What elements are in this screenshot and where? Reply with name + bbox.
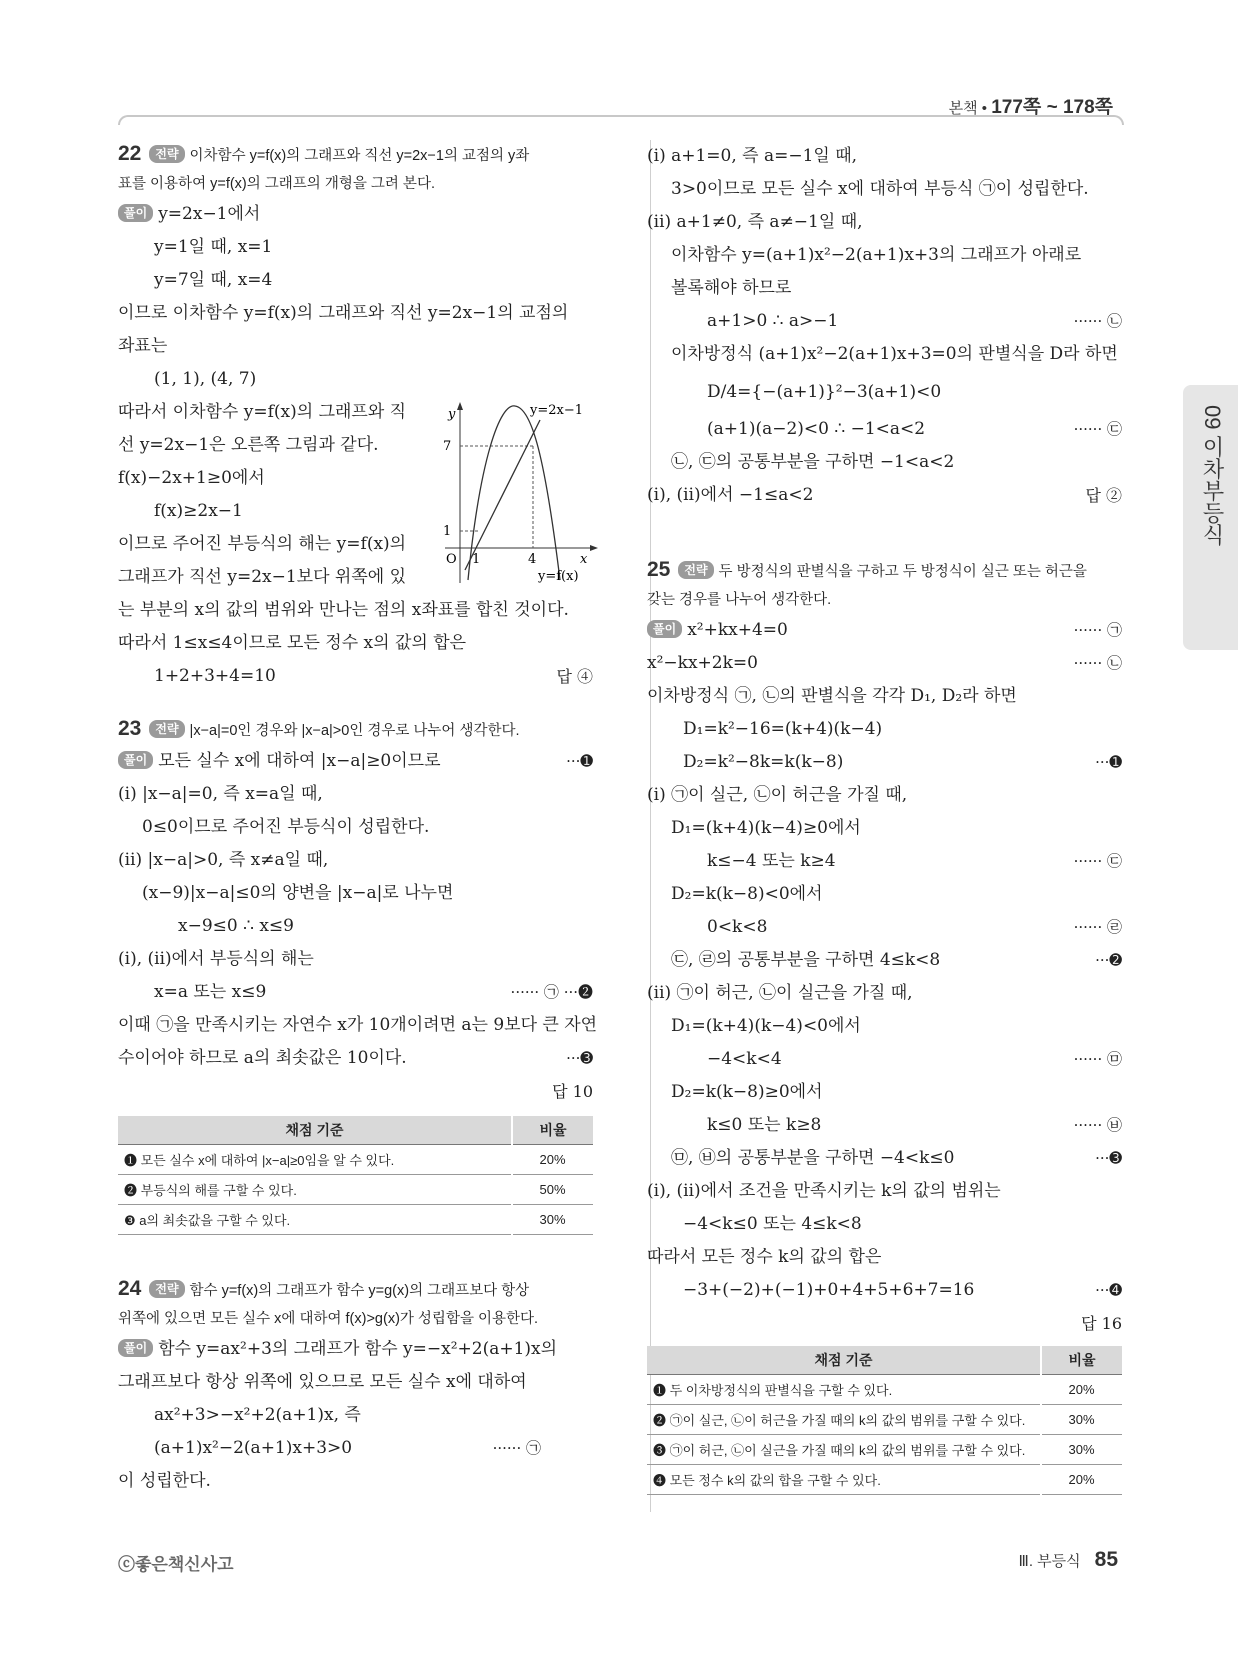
- solution-line: ㉢, ㉣의 공통부분을 구하면 4≤k<8: [671, 950, 941, 970]
- table-cell: 20%: [1041, 1465, 1122, 1495]
- table-header: 채점 기준: [647, 1346, 1041, 1375]
- solution-badge: 풀이: [647, 620, 682, 638]
- table-row: [118, 1145, 593, 1175]
- solution-line: D₁=(k+4)(k−4)≥0에서: [671, 818, 861, 838]
- eq-mark: ······ ㉣: [1073, 918, 1122, 936]
- table-cell: 50%: [512, 1175, 593, 1205]
- solution-line: y=1일 때, x=1: [154, 237, 273, 257]
- strategy-badge: 전략: [149, 720, 184, 738]
- top-rule: [118, 115, 1124, 125]
- solution-line: −3+(−2)+(−1)+0+4+5+6+7=16: [683, 1280, 975, 1300]
- origin-label: O: [446, 552, 457, 567]
- solution-line: 볼록해야 하므로: [671, 278, 792, 298]
- p25-strategy-line2: 갖는 경우를 나누어 생각한다.: [647, 592, 832, 608]
- problem-number: 23: [118, 717, 142, 740]
- strategy-text: 함수 y=f(x)의 그래프가 함수 y=g(x)의 그래프보다 항상: [189, 1283, 530, 1299]
- table-cell: ❶ 두 이차방정식의 판별식을 구할 수 있다.: [647, 1375, 1041, 1405]
- solution-line: D₂=k²−8k=k(k−8): [683, 752, 844, 772]
- table-header: 비율: [1041, 1346, 1122, 1375]
- step-mark: ···➍: [1095, 1281, 1122, 1299]
- table-cell: 30%: [1041, 1435, 1122, 1465]
- table-cell: ❶ 모든 실수 x에 대하여 |x−a|≥0임을 알 수 있다.: [118, 1145, 512, 1175]
- header-prefix: 본책 •: [948, 100, 988, 117]
- solution-line: 0<k<8: [707, 917, 768, 937]
- solution-line: 따라서 이차함수 y=f(x)의 그래프와 직: [118, 402, 407, 422]
- publisher-logo: ⓒ좋은책신사고: [118, 1555, 234, 1574]
- p22-strategy: [118, 140, 593, 170]
- section-label: Ⅲ. 부등식: [1018, 1553, 1081, 1570]
- step-mark: ······ ㉠ ···➋: [510, 983, 593, 1001]
- solution-line: 3>0이므로 모든 실수 x에 대하여 부등식 ㉠이 성립한다.: [671, 179, 1089, 199]
- solution-line: x−9≤0 ∴ x≤9: [178, 916, 294, 936]
- strategy-badge: 전략: [678, 561, 713, 579]
- solution-line: (ⅱ) a+1≠0, 즉 a≠−1일 때,: [647, 212, 863, 232]
- solution-line: −4<k<4: [707, 1049, 782, 1069]
- table-cell: ❸ a의 최솟값을 구할 수 있다.: [118, 1205, 512, 1235]
- strategy-badge: 전략: [149, 1280, 184, 1298]
- answer: 답 16: [1081, 1314, 1122, 1333]
- table-row: [647, 1405, 1122, 1435]
- eq-mark: ······ ㉠: [492, 1439, 541, 1457]
- solution-line: y=2x−1에서: [158, 204, 261, 224]
- solution-line: 이므로 주어진 부등식의 해는 y=f(x)의: [118, 534, 407, 554]
- eq-mark: ······ ㉢: [1073, 852, 1122, 870]
- solution-line: y=7일 때, x=4: [154, 270, 273, 290]
- solution-line: k≤−4 또는 k≥4: [707, 851, 836, 871]
- step-mark: ···➋: [1095, 951, 1122, 969]
- table-cell: 30%: [1041, 1405, 1122, 1435]
- answer: 답 ④: [556, 667, 593, 686]
- curve-f: [468, 406, 560, 580]
- solution-line: (ⅰ), (ⅱ)에서 부등식의 해는: [118, 949, 314, 969]
- solution-line: f(x)≥2x−1: [154, 501, 243, 521]
- strategy-text: 두 방정식의 판별식을 구하고 두 방정식이 실근 또는 허근을: [718, 564, 1087, 580]
- page-footer: [1018, 1548, 1118, 1572]
- table-header: 채점 기준: [118, 1116, 512, 1145]
- solution-line: (ⅰ) ㉠이 실근, ㉡이 허근을 가질 때,: [647, 785, 908, 805]
- problem-number: 24: [118, 1277, 142, 1300]
- solution-line: ㉤, ㉥의 공통부분을 구하면 −4<k≤0: [671, 1148, 955, 1168]
- tick-7: 7: [443, 439, 452, 454]
- answer: 답 10: [552, 1082, 593, 1101]
- solution-line: 모든 실수 x에 대하여 |x−a|≥0이므로: [158, 751, 441, 771]
- chapter-side-tab[interactable]: [1183, 385, 1238, 650]
- solution-line: a+1>0 ∴ a>−1: [707, 311, 839, 331]
- solution-line: 이차방정식 (a+1)x²−2(a+1)x+3=0의 판별식을 D라 하면: [671, 344, 1118, 364]
- step-mark: ···➊: [1095, 753, 1122, 771]
- p24-strategy: [118, 1275, 593, 1305]
- p22-strategy-line2: 표를 이용하여 y=f(x)의 그래프의 개형을 그려 본다.: [118, 176, 435, 192]
- solution-line: 이므로 이차함수 y=f(x)의 그래프와 직선 y=2x−1의 교점의: [118, 303, 569, 323]
- solution-line: D/4={−(a+1)}²−3(a+1)<0: [707, 382, 942, 402]
- solution-line: (a+1)(a−2)<0 ∴ −1<a<2: [707, 419, 926, 439]
- y-label: y: [448, 407, 456, 422]
- solution-line: 는 부분의 x의 값의 범위와 만나는 점의 x좌표를 합친 것이다.: [118, 600, 569, 620]
- solution-line: 수이어야 하므로 a의 최솟값은 10이다.: [118, 1048, 407, 1068]
- tick-4: 4: [528, 552, 537, 567]
- solution-line: D₁=k²−16=(k+4)(k−4): [683, 719, 883, 739]
- p25-strategy: [647, 556, 1122, 586]
- eq-mark: ······ ㉢: [1073, 420, 1122, 438]
- strategy-text: 이차함수 y=f(x)의 그래프와 직선 y=2x−1의 교점의 y좌: [189, 148, 530, 164]
- table-cell: 30%: [512, 1205, 593, 1235]
- solution-line: D₂=k(k−8)≥0에서: [671, 1082, 823, 1102]
- table-row: [118, 1205, 593, 1235]
- solution-badge: 풀이: [118, 204, 153, 222]
- step-mark: ···➌: [566, 1049, 593, 1067]
- solution-line: (ⅰ) a+1=0, 즉 a=−1일 때,: [647, 146, 858, 166]
- table-cell: ❷ ㉠이 실근, ㉡이 허근을 가질 때의 k의 값의 범위를 구할 수 있다.: [647, 1405, 1041, 1435]
- eq-mark: ······ ㉡: [1073, 654, 1122, 672]
- solution-line: (a+1)x²−2(a+1)x+3>0: [154, 1438, 353, 1458]
- scoring-table-25: [647, 1346, 1122, 1495]
- solution-line: 그래프가 직선 y=2x−1보다 위쪽에 있: [118, 567, 406, 587]
- tick-y1: 1: [443, 524, 452, 539]
- solution-line: 이차방정식 ㉠, ㉡의 판별식을 각각 D₁, D₂라 하면: [647, 686, 1017, 706]
- table-row: [118, 1175, 593, 1205]
- solution-line: ㉡, ㉢의 공통부분을 구하면 −1<a<2: [671, 452, 955, 472]
- solution-line: (ⅱ) ㉠이 허근, ㉡이 실근을 가질 때,: [647, 983, 913, 1003]
- solution-line: x²+kx+4=0: [687, 620, 788, 640]
- solution-line: 0≤0이므로 주어진 부등식이 성립한다.: [142, 817, 430, 837]
- y-axis-arrow: [457, 402, 463, 410]
- solution-line: (ⅰ), (ⅱ)에서 −1≤a<2: [647, 485, 814, 505]
- solution-line: (ⅰ) |x−a|=0, 즉 x=a일 때,: [118, 784, 323, 804]
- solution-line: 이때 ㉠을 만족시키는 자연수 x가 10개이려면 a는 9보다 큰 자연: [118, 1015, 598, 1035]
- step-mark: ···➊: [566, 752, 593, 770]
- solution-line: D₁=(k+4)(k−4)<0에서: [671, 1016, 861, 1036]
- graph-22: [440, 398, 600, 588]
- header-pages: 177쪽 ~ 178쪽: [991, 97, 1113, 118]
- solution-badge: 풀이: [118, 1339, 153, 1357]
- table-cell: ❷ 부등식의 해를 구할 수 있다.: [118, 1175, 512, 1205]
- side-tab-label: 09 이차부등식: [1200, 405, 1225, 546]
- table-row: [647, 1465, 1122, 1495]
- answer: 답 ②: [1085, 486, 1122, 505]
- x-label: x: [580, 552, 588, 567]
- solution-line: 선 y=2x−1은 오른쪽 그림과 같다.: [118, 435, 379, 455]
- solution-line: 좌표는: [118, 336, 168, 356]
- solution-line: x²−kx+2k=0: [647, 653, 758, 673]
- problem-number: 22: [118, 142, 142, 165]
- eq-mark: ······ ㉤: [1073, 1050, 1122, 1068]
- left-column: [118, 140, 598, 1498]
- solution-line: 그래프보다 항상 위쪽에 있으므로 모든 실수 x에 대하여: [118, 1372, 527, 1392]
- line-label: y=2x−1: [530, 403, 584, 418]
- solution-line: 따라서 모든 정수 k의 값의 합은: [647, 1247, 882, 1267]
- table-cell: 20%: [1041, 1375, 1122, 1405]
- table-row: [647, 1375, 1122, 1405]
- tick-1: 1: [472, 552, 481, 567]
- solution-line: D₂=k(k−8)<0에서: [671, 884, 823, 904]
- eq-mark: ······ ㉠: [1073, 621, 1122, 639]
- strategy-text: |x−a|=0인 경우와 |x−a|>0인 경우로 나누어 생각한다.: [189, 723, 520, 739]
- solution-line: (1, 1), (4, 7): [154, 369, 257, 389]
- solution-line: k≤0 또는 k≥8: [707, 1115, 822, 1135]
- solution-line: 따라서 1≤x≤4이므로 모든 정수 x의 값의 합은: [118, 633, 467, 653]
- solution-line: x=a 또는 x≤9: [154, 982, 267, 1002]
- solution-line: −4<k≤0 또는 4≤k<8: [683, 1214, 862, 1234]
- right-column: [647, 140, 1122, 1495]
- strategy-badge: 전략: [149, 145, 184, 163]
- step-mark: ···➌: [1095, 1149, 1122, 1167]
- solution-line: 함수 y=ax²+3의 그래프가 함수 y=−x²+2(a+1)x의: [158, 1339, 558, 1359]
- table-cell: ❹ 모든 정수 k의 값의 합을 구할 수 있다.: [647, 1465, 1041, 1495]
- eq-mark: ······ ㉥: [1073, 1116, 1122, 1134]
- solution-line: (x−9)|x−a|≤0의 양변을 |x−a|로 나누면: [142, 883, 454, 903]
- solution-line: ax²+3>−x²+2(a+1)x, 즉: [154, 1405, 361, 1425]
- solution-line: f(x)−2x+1≥0에서: [118, 468, 265, 488]
- x-axis-arrow: [590, 545, 598, 551]
- p24-strategy-line2: 위쪽에 있으면 모든 실수 x에 대하여 f(x)>g(x)가 성립함을 이용한다.: [118, 1311, 539, 1327]
- solution-line: (ⅰ), (ⅱ)에서 조건을 만족시키는 k의 값의 범위는: [647, 1181, 1001, 1201]
- table-cell: 20%: [512, 1145, 593, 1175]
- solution-badge: 풀이: [118, 751, 153, 769]
- solution-line: 1+2+3+4=10: [154, 666, 276, 686]
- solution-line: 이 성립한다.: [118, 1471, 211, 1491]
- table-row: [647, 1435, 1122, 1465]
- solution-line: (ⅱ) |x−a|>0, 즉 x≠a일 때,: [118, 850, 329, 870]
- solution-line: 이차함수 y=(a+1)x²−2(a+1)x+3의 그래프가 아래로: [671, 245, 1082, 265]
- table-header: 비율: [512, 1116, 593, 1145]
- page-number: 85: [1094, 1548, 1118, 1571]
- problem-number: 25: [647, 558, 671, 581]
- eq-mark: ······ ㉡: [1073, 312, 1122, 330]
- p23-strategy: [118, 715, 593, 745]
- curve-label: y=f(x): [538, 569, 579, 584]
- scoring-table-23: [118, 1116, 593, 1235]
- table-cell: ❸ ㉠이 허근, ㉡이 실근을 가질 때의 k의 값의 범위를 구할 수 있다.: [647, 1435, 1041, 1465]
